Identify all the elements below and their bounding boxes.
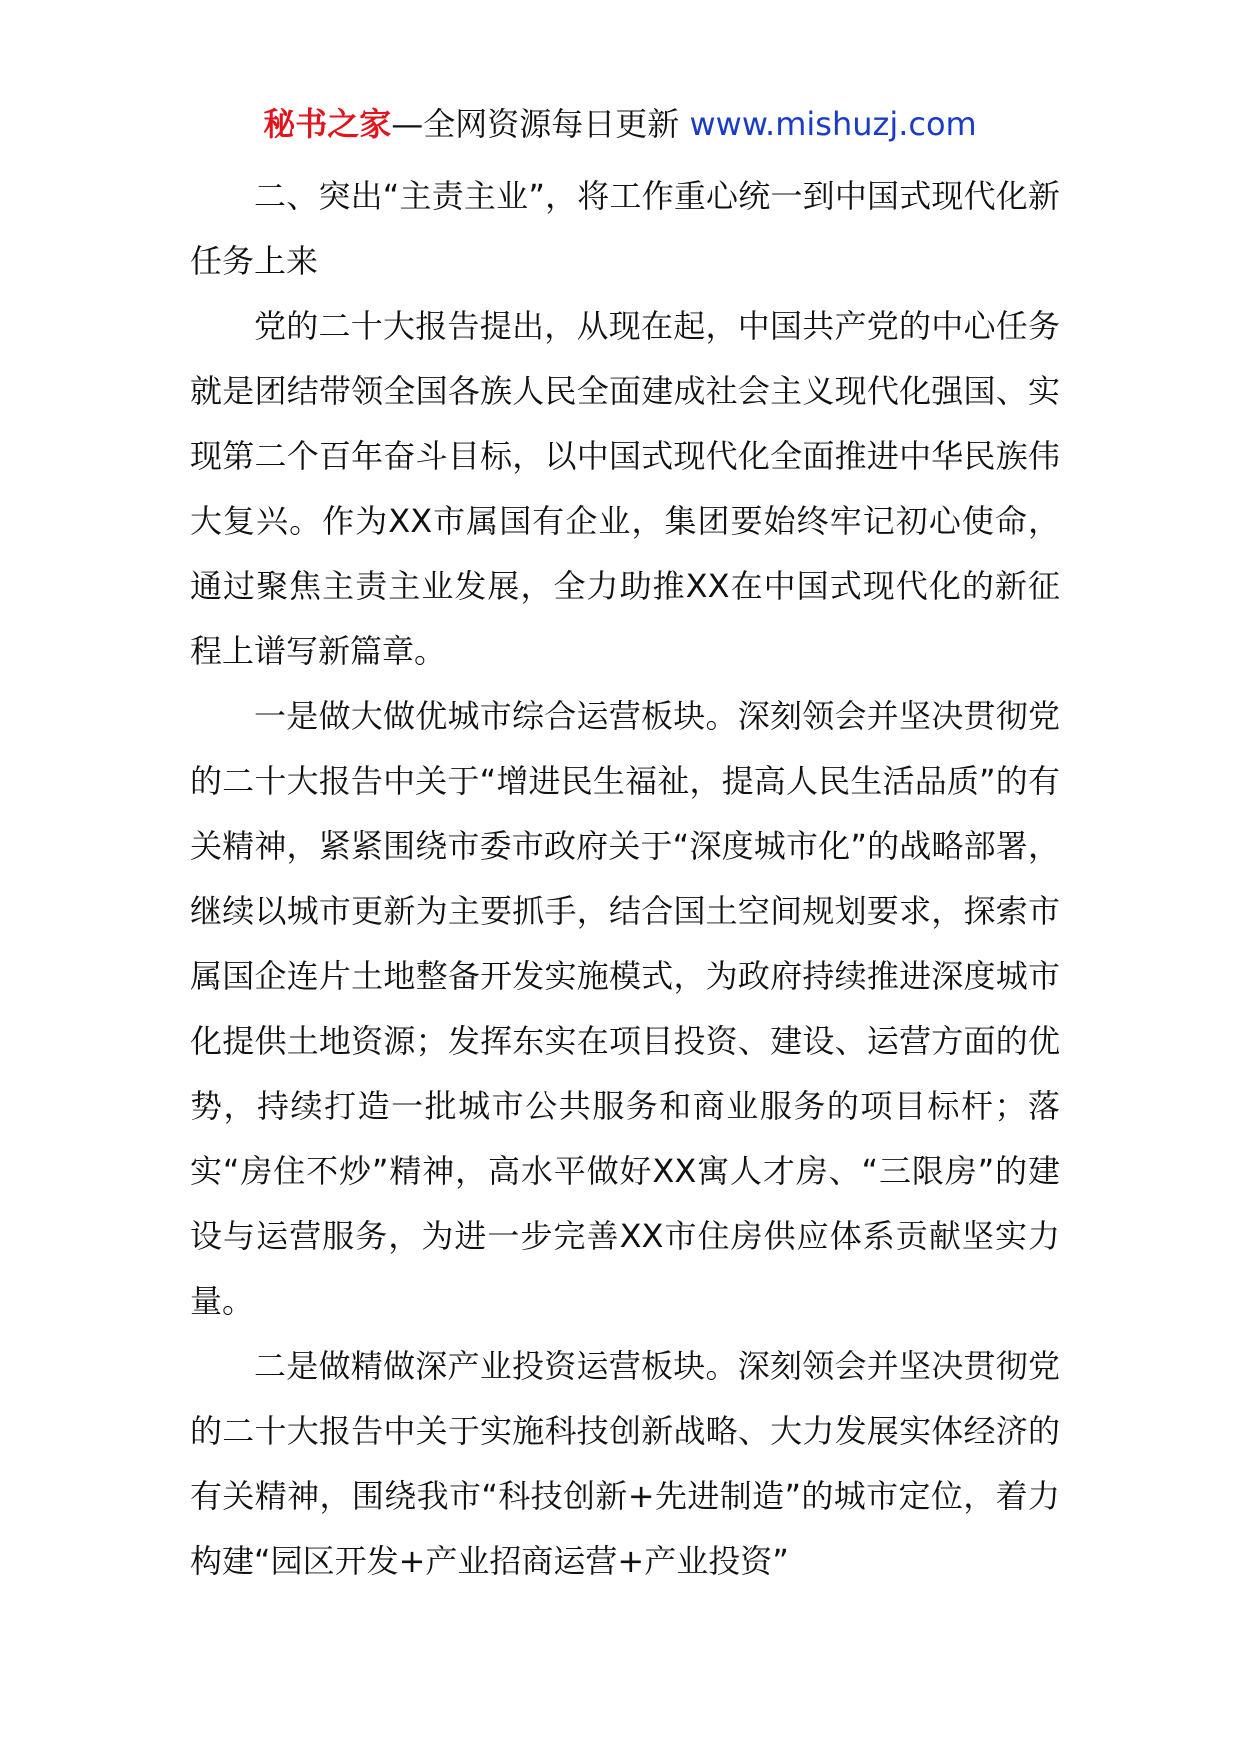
brand-name: 秘书之家 [263, 105, 392, 143]
body-paragraph-3: 二是做精做深产业投资运营板块。深刻领会并坚决贯彻党的二十大报告中关于实施科技创新战略、大力发展实体经济的有关精神，围绕我市“科技创新+先进制造”的城市定位，着力构建“园区开发+产业招商运营+产业投资” [190, 1347, 1060, 1580]
section-heading: 二、突出“主责主业”，将工作重心统一到中国式现代化新任务上来 [190, 177, 1060, 280]
header-tagline: —全网资源每日更新 [391, 105, 680, 143]
document-body [190, 164, 1060, 1594]
body-paragraph-1: 党的二十大报告提出，从现在起，中国共产党的中心任务就是团结带领全国各族人民全面建成社会主义现代化强国、实现第二个百年奋斗目标，以中国式现代化全面推进中华民族伟大复兴。作为XX市属国有企业，集团要始终牢记初心使命，通过聚焦主责主业发展，全力助推XX在中国式现代化的新征程上谱写新篇章。 [190, 307, 1060, 670]
body-paragraph-2: 一是做大做优城市综合运营板块。深刻领会并坚决贯彻党的二十大报告中关于“增进民生福祉，提高人民生活品质”的有关精神，紧紧围绕市委市政府关于“深度城市化”的战略部署，继续以城市更新为主要抓手，结合国土空间规划要求，探索市属国企连片土地整备开发实施模式，为政府持续推进深度城市化提供土地资源；发挥东实在项目投资、建设、运营方面的优势，持续打造一批城市公共服务和商业服务的项目标杆；落实“房住不炒”精神，高水平做好XX寓人才房、“三限房”的建设与运营服务，为进一步完善XX市住房供应体系贡献坚实力量。 [190, 697, 1060, 1320]
site-url-link[interactable]: www.mishuzj.com [689, 105, 977, 143]
site-header [0, 100, 1240, 148]
